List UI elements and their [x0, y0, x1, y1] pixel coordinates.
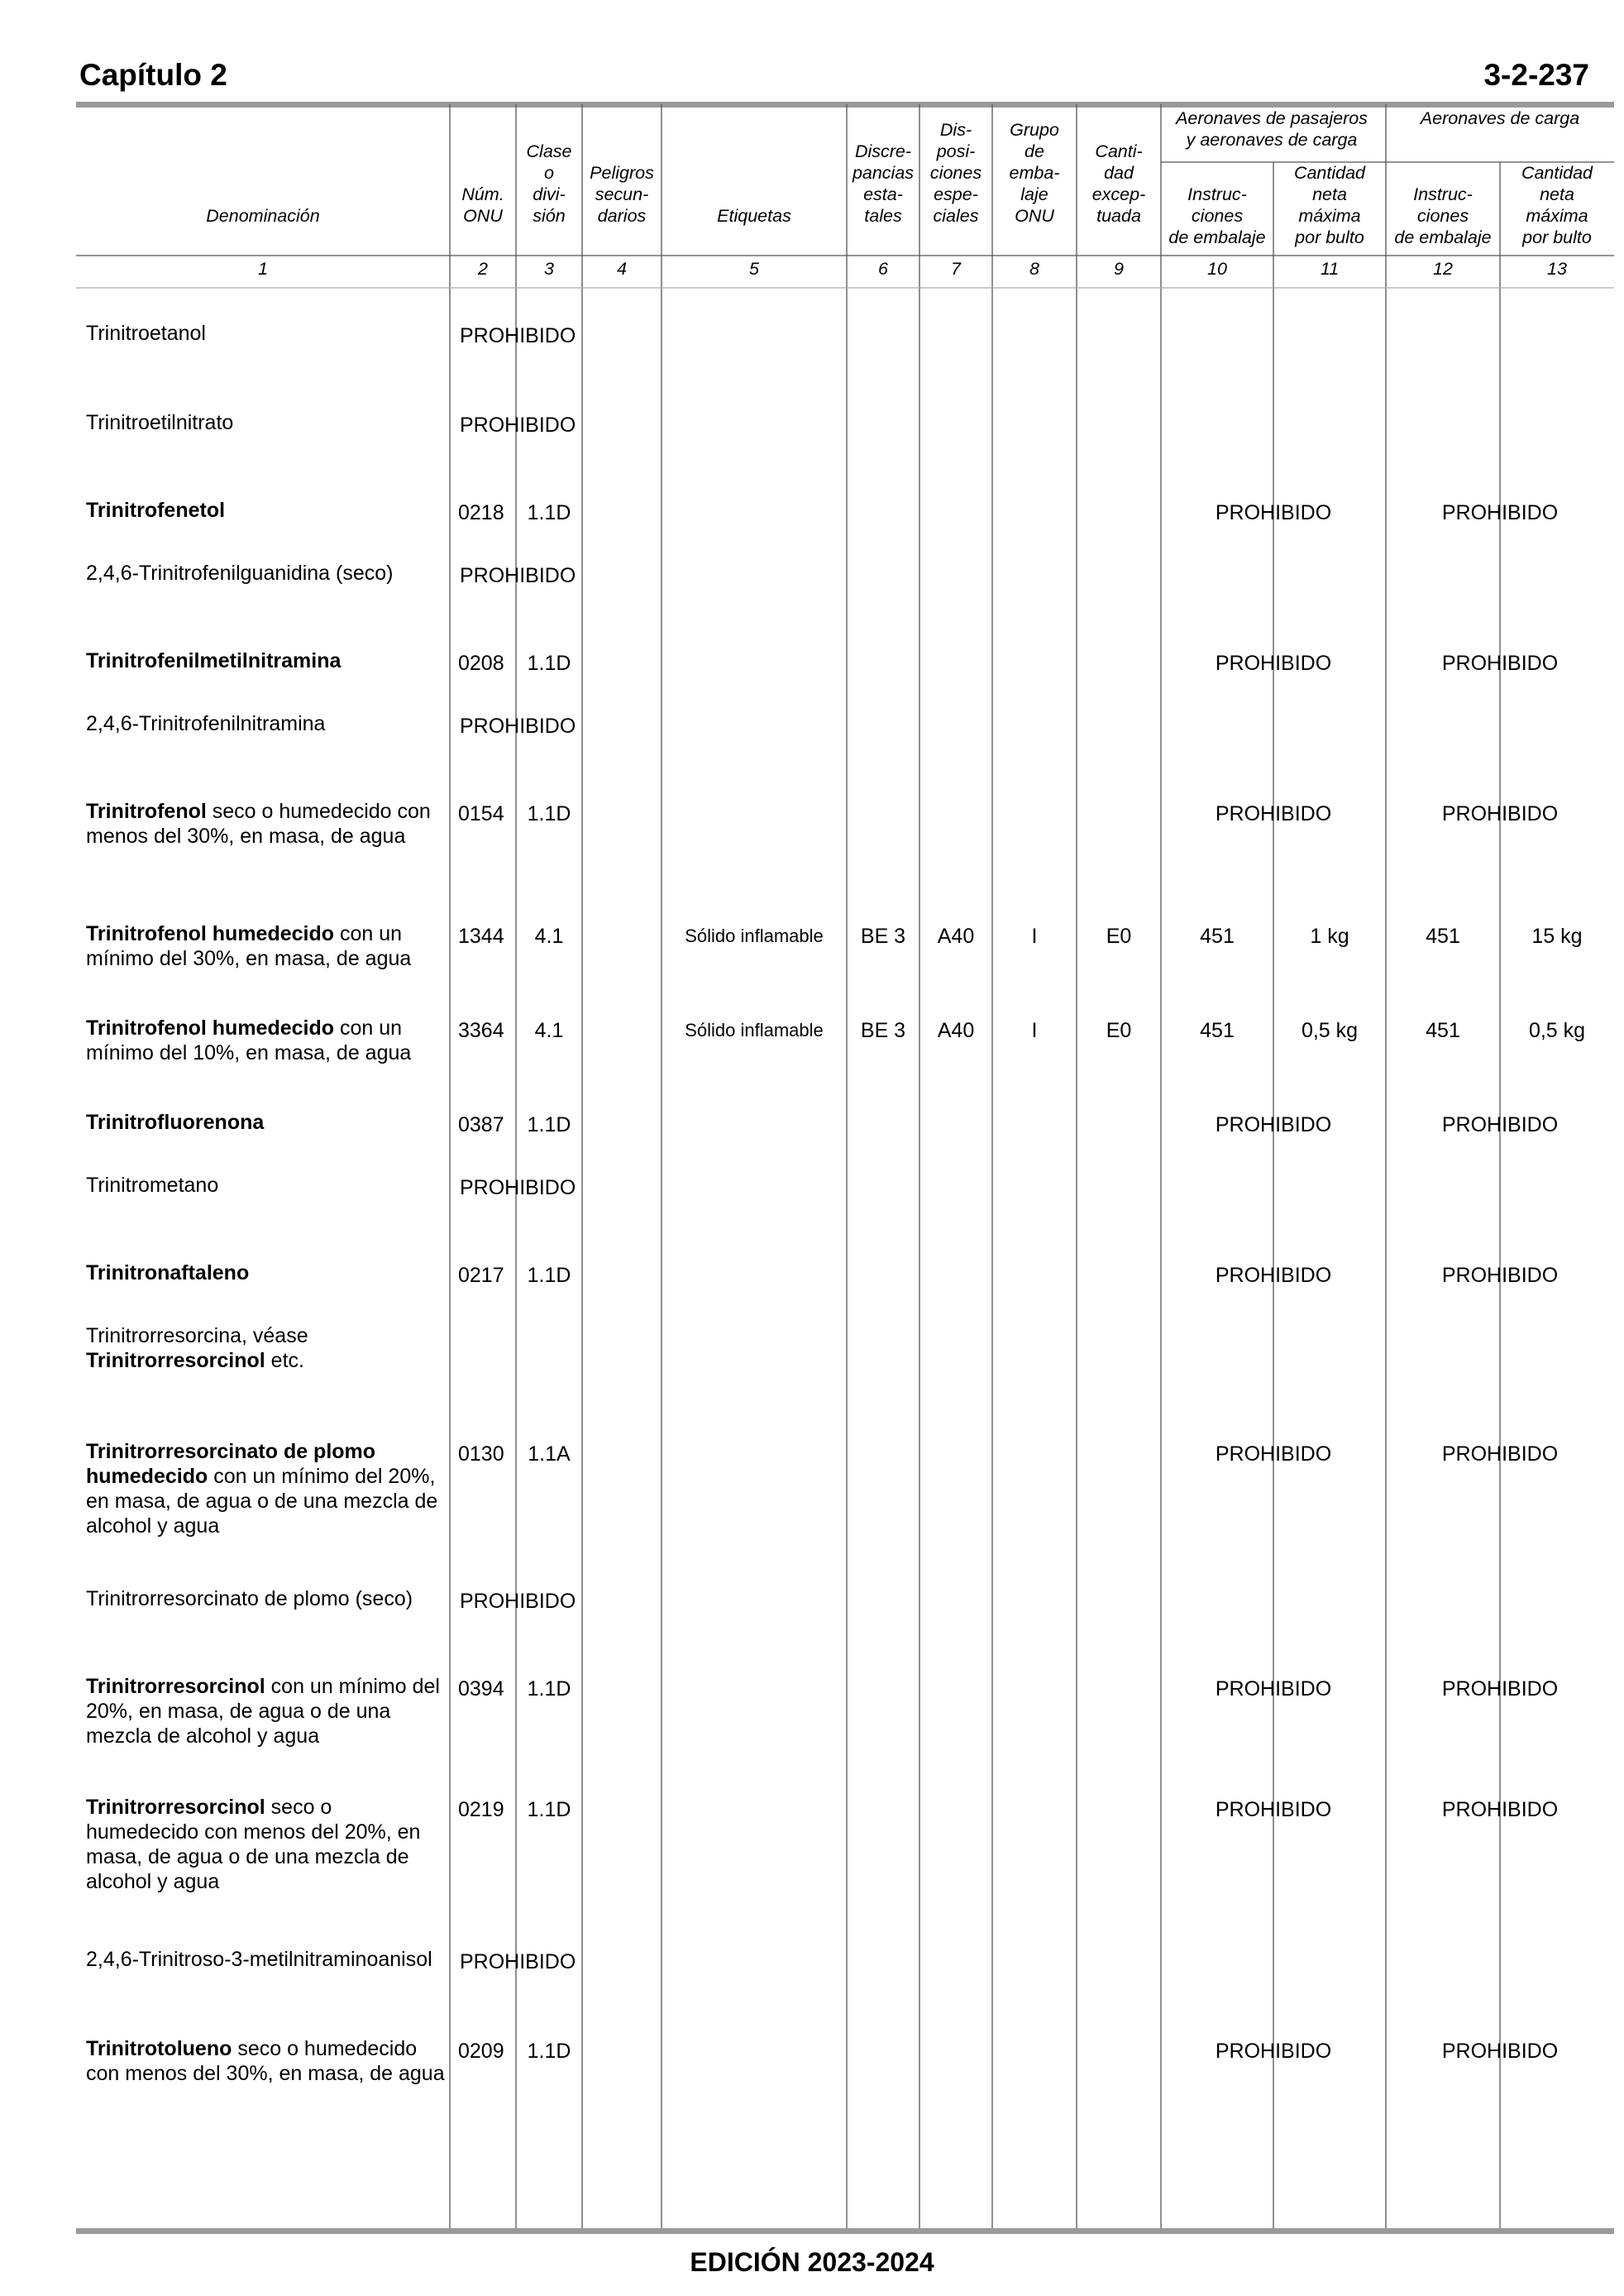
passenger-forbidden: PROHIBIDO	[1215, 802, 1332, 825]
substance-name: Trinitrofenetol	[86, 499, 226, 522]
cargo-forbidden: PROHIBIDO	[1441, 501, 1559, 524]
pax-pi-value: 451	[1200, 1019, 1235, 1042]
eq-value: E0	[1106, 925, 1132, 948]
cargo-qty-value: 15 kg	[1531, 925, 1583, 948]
substance-name: Trinitrotolueno seco o humedecido con menos del 30%, en masa, de agua	[86, 2037, 445, 2085]
column-header-6: Discre- pancias esta- tales	[852, 141, 915, 226]
class-value: 4.1	[534, 925, 564, 948]
cargo-pi-value: 451	[1426, 925, 1460, 948]
cargo-qty-value: 0,5 kg	[1528, 1019, 1586, 1042]
hazard-label: Sólido inflamable	[685, 926, 824, 946]
class-value: 1.1D	[527, 1264, 571, 1287]
forbidden-status: PROHIBIDO	[460, 414, 576, 437]
class-value: 1.1D	[527, 802, 571, 825]
variations-value: BE 3	[860, 1019, 906, 1042]
column-number-6: 6	[878, 259, 888, 279]
column-header-8: Grupo de emba- laje ONU	[1009, 120, 1060, 226]
substance-name: Trinitrorresorcinato de plomo (seco)	[86, 1587, 413, 1610]
un-number: 0394	[458, 1677, 504, 1700]
substance-name: 2,4,6-Trinitrofenilguanidina (seco)	[86, 562, 394, 585]
forbidden-status: PROHIBIDO	[460, 1176, 576, 1199]
chapter-title: Capítulo 2	[79, 58, 227, 92]
substance-name: Trinitrorresorcinol con un mínimo del 20%, en masa, de agua o de una mezcla de alcohol y agua	[86, 1675, 440, 1748]
column-number-7: 7	[951, 259, 961, 279]
cargo-forbidden: PROHIBIDO	[1441, 802, 1559, 825]
substance-name: 2,4,6-Trinitroso-3-metilnitraminoanisol	[86, 1948, 432, 1971]
pax-pi-value: 451	[1200, 925, 1235, 948]
column-header-5: Etiquetas	[717, 206, 791, 226]
class-value: 1.1D	[527, 2040, 571, 2063]
substance-name: Trinitrorresorcina, véase Trinitrorresorcinol etc.	[86, 1324, 308, 1372]
column-number-1: 1	[258, 259, 268, 279]
column-header-1: Denominación	[206, 206, 320, 226]
class-value: 1.1D	[527, 501, 571, 524]
forbidden-status: PROHIBIDO	[460, 715, 576, 738]
un-number: 0130	[458, 1442, 504, 1466]
pg-value: I	[1031, 1019, 1038, 1042]
edition-footer: EDICIÓN 2023-2024	[690, 2247, 934, 2277]
bottom-rule	[76, 2228, 1614, 2234]
substance-name: Trinitroetanol	[86, 322, 206, 345]
un-number: 1344	[458, 925, 504, 948]
pg-value: I	[1031, 925, 1038, 948]
forbidden-status: PROHIBIDO	[460, 1950, 576, 1973]
column-number-5: 5	[749, 259, 759, 279]
substance-name: Trinitrofluorenona	[86, 1111, 265, 1134]
passenger-forbidden: PROHIBIDO	[1215, 1677, 1332, 1700]
substance-name: Trinitrorresorcinato de plomo humedecido con un mínimo del 20%, en masa, de agua o de una mezcla de alcohol y agua	[86, 1440, 438, 1538]
column-header-11: Cantidad neta máxima por bulto	[1293, 163, 1366, 247]
cargo-forbidden: PROHIBIDO	[1441, 1677, 1559, 1700]
class-value: 1.1D	[527, 1798, 571, 1821]
column-header-3: Clase o divi- sión	[526, 141, 572, 226]
substance-name: 2,4,6-Trinitrofenilnitramina	[86, 712, 326, 735]
column-number-10: 10	[1207, 259, 1227, 279]
column-number-2: 2	[478, 259, 488, 279]
special-value: A40	[937, 925, 975, 948]
column-header-7: Dis- posi- ciones espe- ciales	[929, 120, 982, 226]
class-value: 4.1	[534, 1019, 564, 1042]
eq-value: E0	[1106, 1019, 1132, 1042]
variations-value: BE 3	[860, 925, 906, 948]
substance-name: Trinitronaftaleno	[86, 1261, 250, 1284]
cargo-forbidden: PROHIBIDO	[1441, 652, 1559, 675]
passenger-forbidden: PROHIBIDO	[1215, 2040, 1332, 2063]
forbidden-status: PROHIBIDO	[460, 1590, 576, 1613]
column-number-12: 12	[1433, 259, 1453, 279]
un-number: 0219	[458, 1798, 504, 1821]
column-number-13: 13	[1547, 259, 1567, 279]
class-value: 1.1D	[527, 1677, 571, 1700]
un-number: 0218	[458, 501, 504, 524]
special-value: A40	[937, 1019, 975, 1042]
cargo-forbidden: PROHIBIDO	[1441, 1798, 1559, 1821]
un-number: 0154	[458, 802, 504, 825]
un-number: 0209	[458, 2040, 504, 2063]
column-number-3: 3	[544, 259, 554, 279]
group-header-passenger: Aeronaves de pasajeros y aeronaves de carga	[1176, 108, 1368, 150]
cargo-pi-value: 451	[1426, 1019, 1460, 1042]
substance-name: Trinitrofenol humedecido con un mínimo del 30%, en masa, de agua	[86, 922, 412, 970]
page-number: 3-2-237	[1483, 58, 1589, 92]
forbidden-status: PROHIBIDO	[460, 564, 576, 587]
cargo-forbidden: PROHIBIDO	[1441, 1113, 1559, 1136]
group-header-cargo: Aeronaves de carga	[1420, 108, 1580, 128]
substance-name: Trinitrorresorcinol seco o humedecido con menos del 20%, en masa, de agua o de una mezcla de alcohol y agua	[86, 1796, 421, 1893]
column-number-11: 11	[1320, 259, 1340, 279]
column-number-4: 4	[617, 259, 627, 279]
forbidden-status: PROHIBIDO	[460, 324, 576, 347]
substance-name: Trinitroetilnitrato	[86, 411, 234, 434]
un-number: 0387	[458, 1113, 504, 1136]
cargo-forbidden: PROHIBIDO	[1441, 2040, 1559, 2063]
passenger-forbidden: PROHIBIDO	[1215, 501, 1332, 524]
column-header-12: Instruc- ciones de embalaje	[1394, 184, 1492, 247]
substance-name: Trinitrofenilmetilnitramina	[86, 649, 342, 672]
un-number: 3364	[458, 1019, 504, 1042]
class-value: 1.1A	[528, 1442, 571, 1466]
pax-qty-value: 1 kg	[1310, 925, 1349, 948]
un-number: 0208	[458, 652, 504, 675]
cargo-forbidden: PROHIBIDO	[1441, 1442, 1559, 1466]
column-header-13: Cantidad neta máxima por bulto	[1521, 163, 1593, 247]
column-number-8: 8	[1029, 259, 1039, 279]
passenger-forbidden: PROHIBIDO	[1215, 652, 1332, 675]
column-number-9: 9	[1114, 259, 1124, 279]
column-header-4: Peligros secun- darios	[590, 163, 654, 226]
substance-name: Trinitrofenol seco o humedecido con menos del 30%, en masa, de agua	[86, 800, 431, 848]
pax-qty-value: 0,5 kg	[1301, 1019, 1359, 1042]
hazard-label: Sólido inflamable	[685, 1020, 824, 1040]
substance-name: Trinitrometano	[86, 1174, 219, 1197]
class-value: 1.1D	[527, 652, 571, 675]
class-value: 1.1D	[527, 1113, 571, 1136]
passenger-forbidden: PROHIBIDO	[1215, 1264, 1332, 1287]
passenger-forbidden: PROHIBIDO	[1215, 1798, 1332, 1821]
un-number: 0217	[458, 1264, 504, 1287]
cargo-forbidden: PROHIBIDO	[1441, 1264, 1559, 1287]
substance-name: Trinitrofenol humedecido con un mínimo del 10%, en masa, de agua	[86, 1016, 412, 1064]
passenger-forbidden: PROHIBIDO	[1215, 1442, 1332, 1466]
column-header-2: Núm. ONU	[461, 184, 504, 226]
column-header-9: Canti- dad excep- tuada	[1091, 141, 1146, 226]
column-header-10: Instruc- ciones de embalaje	[1168, 184, 1266, 247]
passenger-forbidden: PROHIBIDO	[1215, 1113, 1332, 1136]
